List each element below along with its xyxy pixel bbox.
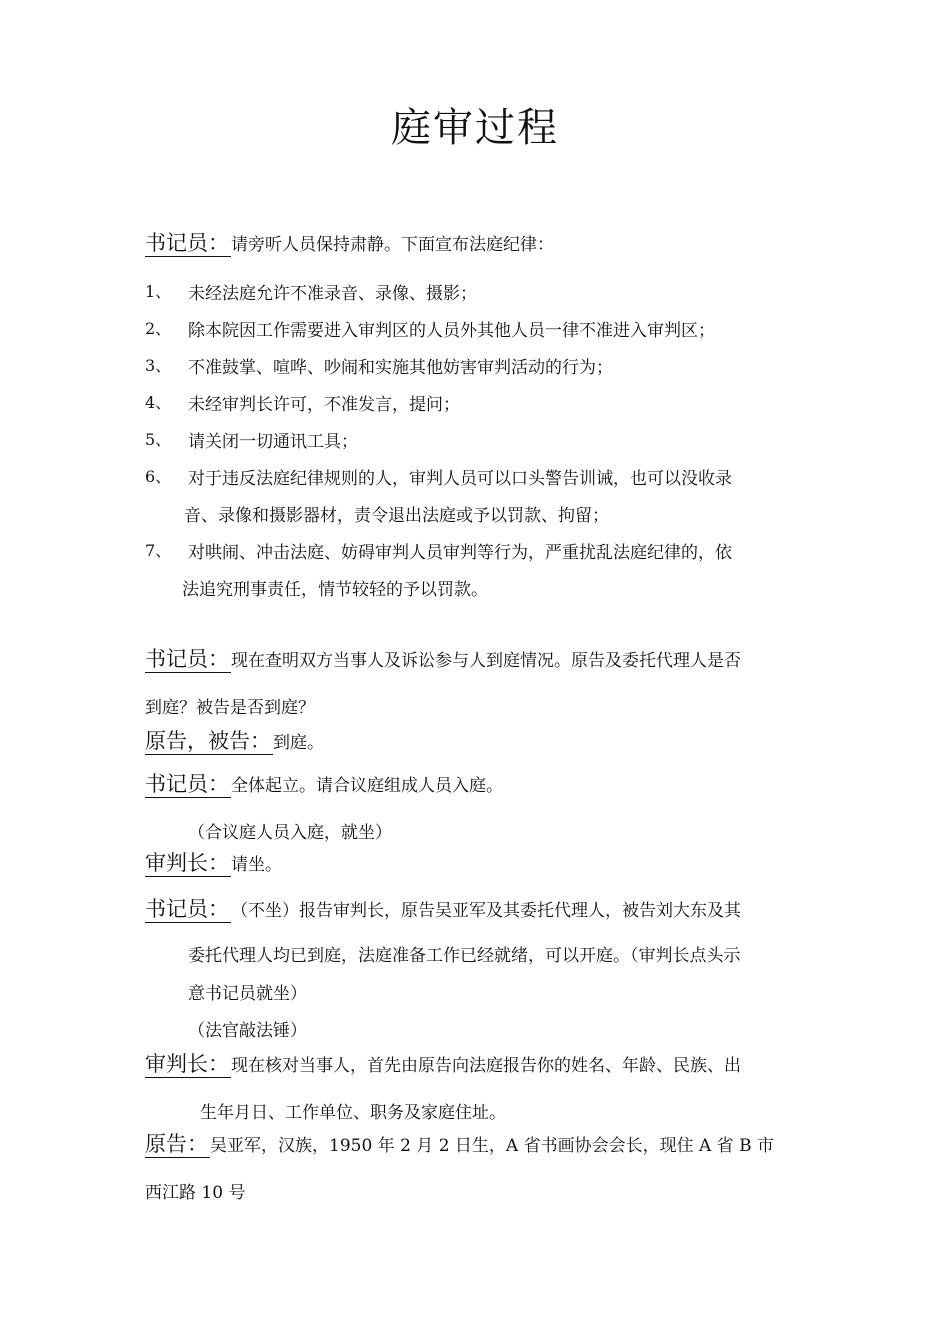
dialogue-text: 全体起立。请合议庭组成人员入庭。 [231, 776, 503, 796]
rule-number: 4、 [145, 393, 172, 412]
rule-text: 不准鼓掌、喧哗、吵闹和实施其他妨害审判活动的行为； [188, 358, 613, 378]
dialogue-text: （不坐）报告审判长，原告吴亚军及其委托代理人，被告刘大东及其 [231, 901, 741, 921]
dialogue-clerk-4 [145, 896, 825, 923]
rule-text: 请关闭一切通讯工具； [188, 432, 358, 452]
speaker-label: 审判长： [145, 1052, 229, 1076]
dialogue-text-continued: 生年月日、工作单位、职务及家庭住址。 [200, 1103, 506, 1123]
dialogue-text: 到庭。 [273, 733, 324, 753]
rule-text-continued: 音、录像和摄影器材，责令退出法庭或予以罚款、拘留； [184, 506, 609, 526]
rule-text: 除本院因工作需要进入审判区的人员外其他人员一律不准进入审判区； [188, 321, 715, 341]
rule-number: 1、 [145, 282, 172, 301]
page-title: 庭审过程 [391, 105, 559, 151]
dialogue-text: 请旁听人员保持肃静。下面宣布法庭纪律： [231, 235, 554, 255]
dialogue-text: 现在核对当事人，首先由原告向法庭报告你的姓名、年龄、民族、出 [231, 1056, 741, 1076]
speaker-label: 书记员： [145, 647, 229, 671]
dialogue-text-continued: 到庭？被告是否到庭？ [145, 698, 315, 718]
stage-direction: （法官敲法锤） [188, 1021, 307, 1041]
speaker-label: 审判长： [145, 851, 229, 875]
speaker-label: 书记员： [145, 231, 229, 255]
rule-text: 对于违反法庭纪律规则的人，审判人员可以口头警告训诫，也可以没收录 [188, 469, 732, 489]
stage-direction: （合议庭人员入庭，就坐） [188, 823, 392, 843]
dialogue-text: 请坐。 [231, 855, 282, 875]
dialogue-clerk-3 [145, 771, 825, 798]
dialogue-text: 现在查明双方当事人及诉讼参与人到庭情况。原告及委托代理人是否 [231, 651, 741, 671]
dialogue-clerk-1 [145, 230, 825, 257]
speaker-label: 原告，被告： [145, 729, 271, 753]
rule-text: 未经审判长许可，不准发言，提问； [188, 395, 460, 415]
dialogue-plaintiff [145, 1131, 825, 1158]
rule-number: 3、 [145, 356, 172, 375]
dialogue-judge-2 [145, 1051, 825, 1078]
dialogue-clerk-2 [145, 646, 825, 673]
rule-number: 6、 [145, 467, 172, 486]
rule-number: 2、 [145, 319, 172, 338]
speaker-label: 原告： [145, 1132, 208, 1156]
dialogue-text: 吴亚军，汉族，1950 年 2 月 2 日生，A 省书画协会会长，现住 A 省 B 市 [210, 1136, 774, 1156]
rule-text: 对哄闹、冲击法庭、妨碍审判人员审判等行为，严重扰乱法庭纪律的，依 [188, 543, 732, 563]
rule-text-continued: 法追究刑事责任，情节较轻的予以罚款。 [182, 580, 488, 600]
speaker-label: 书记员： [145, 897, 229, 921]
speaker-label: 书记员： [145, 772, 229, 796]
dialogue-text-continued: 意书记员就坐） [188, 984, 307, 1004]
rule-number: 5、 [145, 430, 172, 449]
dialogue-text-continued: 西江路 10 号 [145, 1183, 246, 1203]
dialogue-text-continued: 委托代理人均已到庭，法庭准备工作已经就绪，可以开庭。（审判长点头示 [188, 946, 741, 966]
dialogue-judge-1 [145, 850, 825, 877]
rule-text: 未经法庭允许不准录音、录像、摄影； [188, 284, 477, 304]
rule-number: 7、 [145, 541, 172, 560]
dialogue-parties [145, 728, 825, 755]
